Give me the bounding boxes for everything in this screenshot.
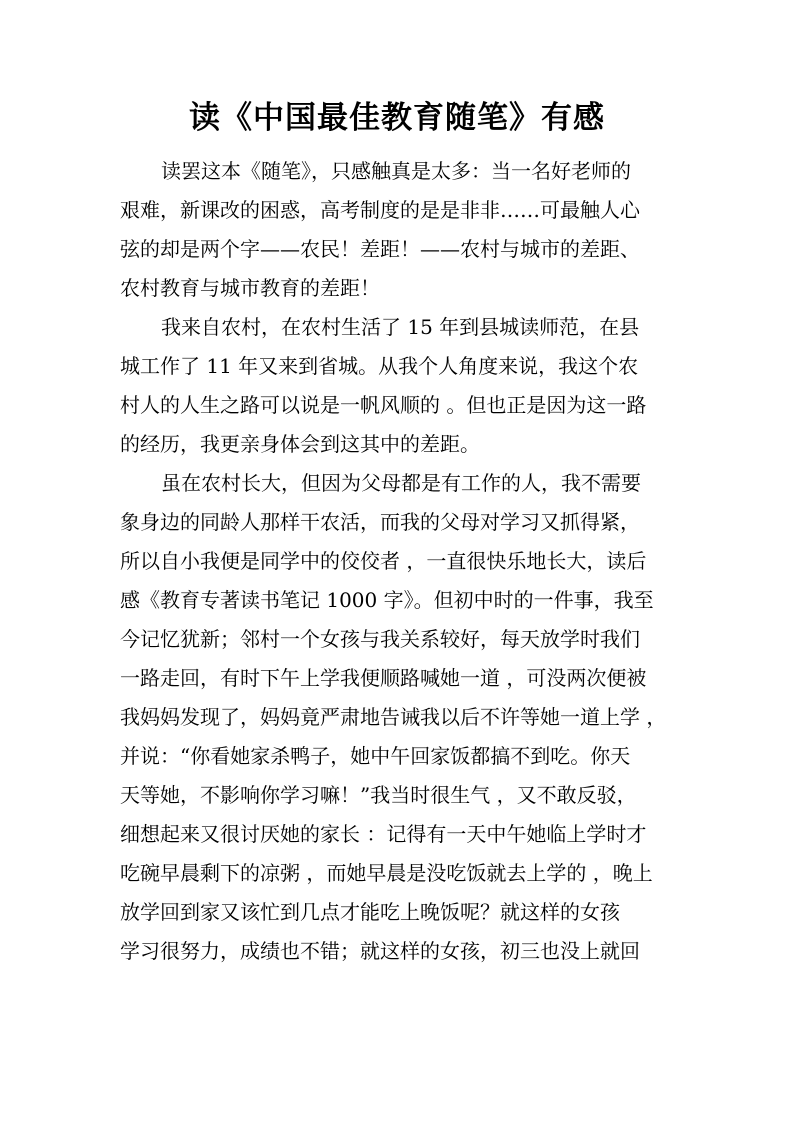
paragraph-3-line: 我妈妈发现了，妈妈竟严肃地告诫我以后不许等她一道上学 ， [120, 705, 667, 729]
article-body [120, 152, 680, 971]
paragraph-3-line: 虽在农村长大，但因为父母都是有工作的人，我不需要 [161, 471, 641, 495]
paragraph-2-line: 村人的人生之路可以说是一帆风顺的 。但也正是因为这一路 [120, 393, 647, 417]
paragraph-1-line: 弦的却是两个字——农民！差距！——农村与城市的差距、 [120, 237, 640, 261]
paragraph-3-line: 所以自小我便是同学中的佼佼者 ，一直很快乐地长大，读后 [120, 549, 647, 573]
paragraph-1-line: 农村教育与城市教育的差距！ [120, 276, 380, 300]
paragraph-1-line: 读罢这本《随笔》，只感触真是太多：当一名好老师的 [161, 159, 631, 183]
paragraph-3-line: 象身边的同龄人那样干农活，而我的父母对学习又抓得紧， [120, 510, 640, 534]
paragraph-2-line: 我来自农村，在农村生活了 15 年到县城读师范，在县 [161, 315, 640, 339]
paragraph-3-line: 吃碗早晨剩下的凉粥 ，而她早晨是没吃饭就去上学的 ，晚上 [120, 861, 653, 885]
paragraph-3-line: 学习很努力，成绩也不错；就这样的女孩，初三也没上就回 [120, 939, 640, 963]
paragraph-1-line: 艰难，新课改的困惑，高考制度的是是非非……可最触人心 [120, 198, 640, 222]
paragraph-3-line: 放学回到家又该忙到几点才能吃上晚饭呢？就这样的女孩 [120, 900, 620, 924]
paragraph-3-line: 感《教育专著读书笔记 1000 字》。但初中时的一件事，我至 [120, 588, 654, 612]
paragraph-3-line: 今记忆犹新；邻村一个女孩与我关系较好，每天放学时我们 [120, 627, 640, 651]
paragraph-2-line: 城工作了 11 年又来到省城。从我个人角度来说，我这个农 [120, 354, 639, 378]
paragraph-3-line: 一路走回，有时下午上学我便顺路喊她一道 ，可没两次便被 [120, 666, 647, 690]
paragraph-2-line: 的经历，我更亲身体会到这其中的差距。 [120, 432, 480, 456]
paragraph-3-line: 天等她，不影响你学习嘛！”我当时很生气 ，又不敢反驳， [120, 783, 637, 807]
paragraph-3-line: 并说：“你看她家杀鸭子，她中午回家饭都搞不到吃。你天 [120, 744, 631, 768]
page-title: 读《中国最佳教育随笔》有感 [189, 100, 605, 136]
paragraph-3-line: 细想起来又很讨厌她的家长 ：记得有一天中午她临上学时才 [120, 822, 647, 846]
